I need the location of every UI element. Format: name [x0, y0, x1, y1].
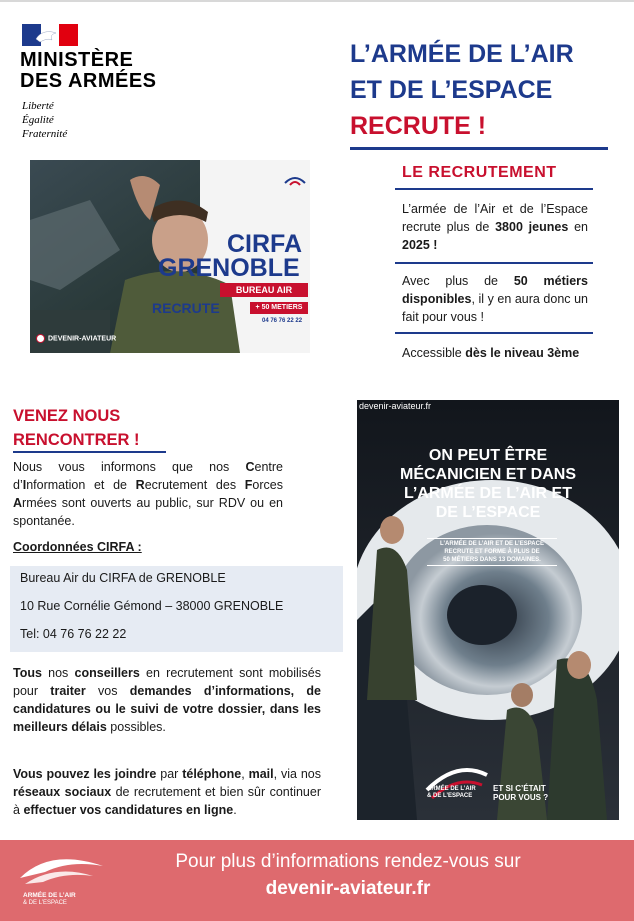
join-a: Vous pouvez les joindre: [13, 767, 157, 781]
cons-c: conseillers: [74, 666, 140, 680]
poster2-h4: DE L’ESPACE: [435, 504, 541, 521]
join-c: téléphone: [182, 767, 242, 781]
poster2-headline: [367, 446, 609, 522]
poster-cirfa: CIRFA: [227, 230, 302, 258]
cirfa-poster: [30, 160, 310, 353]
marianne-flag-logo: [22, 24, 76, 46]
join-d: ,: [241, 767, 249, 781]
poster2-subtext: [427, 538, 557, 566]
coordonnees-box: [10, 566, 343, 652]
footer-logo-2: & DE L’ESPACE: [23, 900, 67, 906]
join-h: de recrutement et bien sûr continuer à: [13, 785, 321, 817]
poster2-tag-2: POUR VOUS ?: [493, 793, 549, 802]
cons-d: en recrutement sont mobilisés pour: [13, 666, 321, 698]
rencontrer-intro: [13, 458, 283, 530]
footer-info-text: Pour plus d’informations rendez-vous sur: [175, 851, 521, 872]
poster2-logo-1: ARMÉE DE L’AIR: [427, 786, 476, 792]
headline-rule: [350, 147, 608, 150]
rencontrer-title: [13, 404, 213, 452]
poster2-sub1: L’ARMÉE DE L’AIR ET DE L’ESPACE: [440, 541, 544, 547]
motto-fraternite: Fraternité: [22, 128, 68, 140]
p2-text-c: , il y en aura donc un fait pour vous !: [402, 292, 588, 324]
ministry-line-2: DES ARMÉES: [20, 70, 157, 92]
intro-a: Nous vous informons que nos: [13, 460, 246, 474]
recrutement-rule-1: [395, 188, 593, 190]
intro-d: nformation et de: [26, 478, 136, 492]
cons-f: vos: [85, 684, 130, 698]
cons-g: demandes d’informations, de candidatures ou le suivi de votre dossier, dans les meilleurs délais: [13, 684, 321, 734]
join-e: mail: [248, 767, 274, 781]
join-j: .: [233, 803, 237, 817]
motto: [22, 99, 122, 141]
headline-line-3: RECRUTE !: [350, 112, 487, 140]
coordonnees-title: Coordonnées CIRFA :: [13, 540, 142, 554]
cons-a: Tous: [13, 666, 42, 680]
motto-liberte: Liberté: [22, 100, 54, 112]
ministry-line-1: MINISTÈRE: [20, 49, 134, 71]
cons-b: nos: [41, 666, 75, 680]
footer-logo: [15, 848, 105, 916]
poster2-h2: MÉCANICIEN ET DANS: [399, 466, 576, 483]
poster-metiers-badge: + 50 METIERS: [250, 302, 308, 314]
rencontrer-title-1: VENEZ NOUS: [13, 407, 121, 425]
recrutement-paragraph-1: [402, 200, 588, 254]
conseillers-paragraph: [13, 664, 321, 736]
footer-logo-1: ARMÉE DE L’AIR: [23, 892, 76, 899]
p1-text-d: 2025 !: [402, 238, 438, 252]
headline: [350, 36, 620, 144]
intro-f: F: [244, 478, 253, 492]
poster-phone: 04 76 76 22 22: [262, 318, 303, 324]
poster2-tag-1: ET SI C’ÉTAIT: [493, 784, 546, 793]
top-border: [0, 0, 634, 2]
poster2-site: devenir-aviateur.fr: [359, 401, 432, 411]
poster-site-icon: [36, 334, 45, 343]
p1-text-a: L’armée de l’Air et de l’Espace recrute plus de: [402, 202, 588, 234]
intro-i: I: [22, 478, 27, 492]
rencontrer-rule: [13, 451, 166, 453]
p2-text-b: 50 métiers disponibles: [402, 274, 588, 306]
recrutement-paragraph-2: [402, 272, 588, 326]
headline-line-1: L’ARMÉE DE L’AIR: [350, 40, 574, 68]
recrutement-rule-3: [395, 332, 593, 334]
mecanicien-poster: [357, 400, 619, 820]
intro-aa: A: [13, 496, 23, 510]
headline-line-2: ET DE L’ESPACE: [350, 76, 553, 104]
p1-text-c: en: [568, 220, 588, 234]
intro-r: R: [135, 478, 145, 492]
poster2-sub2: RECRUTE ET FORME À PLUS DE: [444, 549, 540, 555]
poster2-tagline: [493, 784, 548, 802]
poster-logo-icon: [284, 172, 306, 186]
join-g: réseaux sociaux: [13, 785, 112, 799]
cons-h: possibles.: [106, 720, 166, 734]
poster-site: [36, 334, 116, 343]
intro-b: entre d’: [13, 460, 283, 492]
p3-text-b: dès le niveau 3ème: [465, 346, 580, 360]
poster-bureau-badge: BUREAU AIR: [220, 283, 308, 297]
intro-c: C: [245, 460, 255, 474]
joindre-paragraph: [13, 765, 321, 819]
poster-site-label: DEVENIR-AVIATEUR: [48, 335, 117, 343]
poster2-h3: L’ARMÉE DE L’AIR ET: [403, 485, 572, 502]
intro-g: orces: [252, 478, 283, 492]
join-f: , via nos: [273, 767, 321, 781]
cons-e: traiter: [50, 684, 86, 698]
coordonnees-line-1: Bureau Air du CIRFA de GRENOBLE: [20, 571, 226, 585]
recrutement-paragraph-3: [402, 344, 622, 362]
join-i: effectuer vos candidatures en ligne: [23, 803, 234, 817]
p1-text-b: 3800 jeunes: [495, 220, 569, 234]
poster-recrute: RECRUTE: [152, 300, 220, 316]
poster2-h1: ON PEUT ÊTRE: [428, 447, 548, 464]
intro-e: ecrutement des: [144, 478, 245, 492]
poster2-logo: [427, 786, 476, 800]
recrutement-rule-2: [395, 262, 593, 264]
p2-text-a: Avec plus de: [402, 274, 514, 288]
coordonnees-phone[interactable]: Tel: 04 76 76 22 22: [20, 627, 127, 641]
recrutement-title: LE RECRUTEMENT: [402, 164, 557, 181]
intro-h: rmées sont ouverts au public, sur RDV ou en spontanée.: [13, 496, 283, 528]
motto-egalite: Égalité: [22, 114, 54, 126]
p3-text-a: Accessible: [402, 346, 466, 360]
footer-website-link[interactable]: devenir-aviateur.fr: [265, 878, 431, 899]
coordonnees-line-2: 10 Rue Cornélie Gémond – 38000 GRENOBLE: [20, 599, 284, 613]
poster-city: GRENOBLE: [158, 254, 300, 282]
footer-wings-icon: [15, 848, 105, 888]
poster2-logo-2: & DE L’ESPACE: [427, 793, 473, 799]
ministry-name: [20, 50, 190, 92]
poster2-sub3: 50 MÉTIERS DANS 13 DOMAINES.: [443, 557, 541, 563]
join-b: par: [156, 767, 183, 781]
rencontrer-title-2: RENCONTRER !: [13, 431, 140, 449]
